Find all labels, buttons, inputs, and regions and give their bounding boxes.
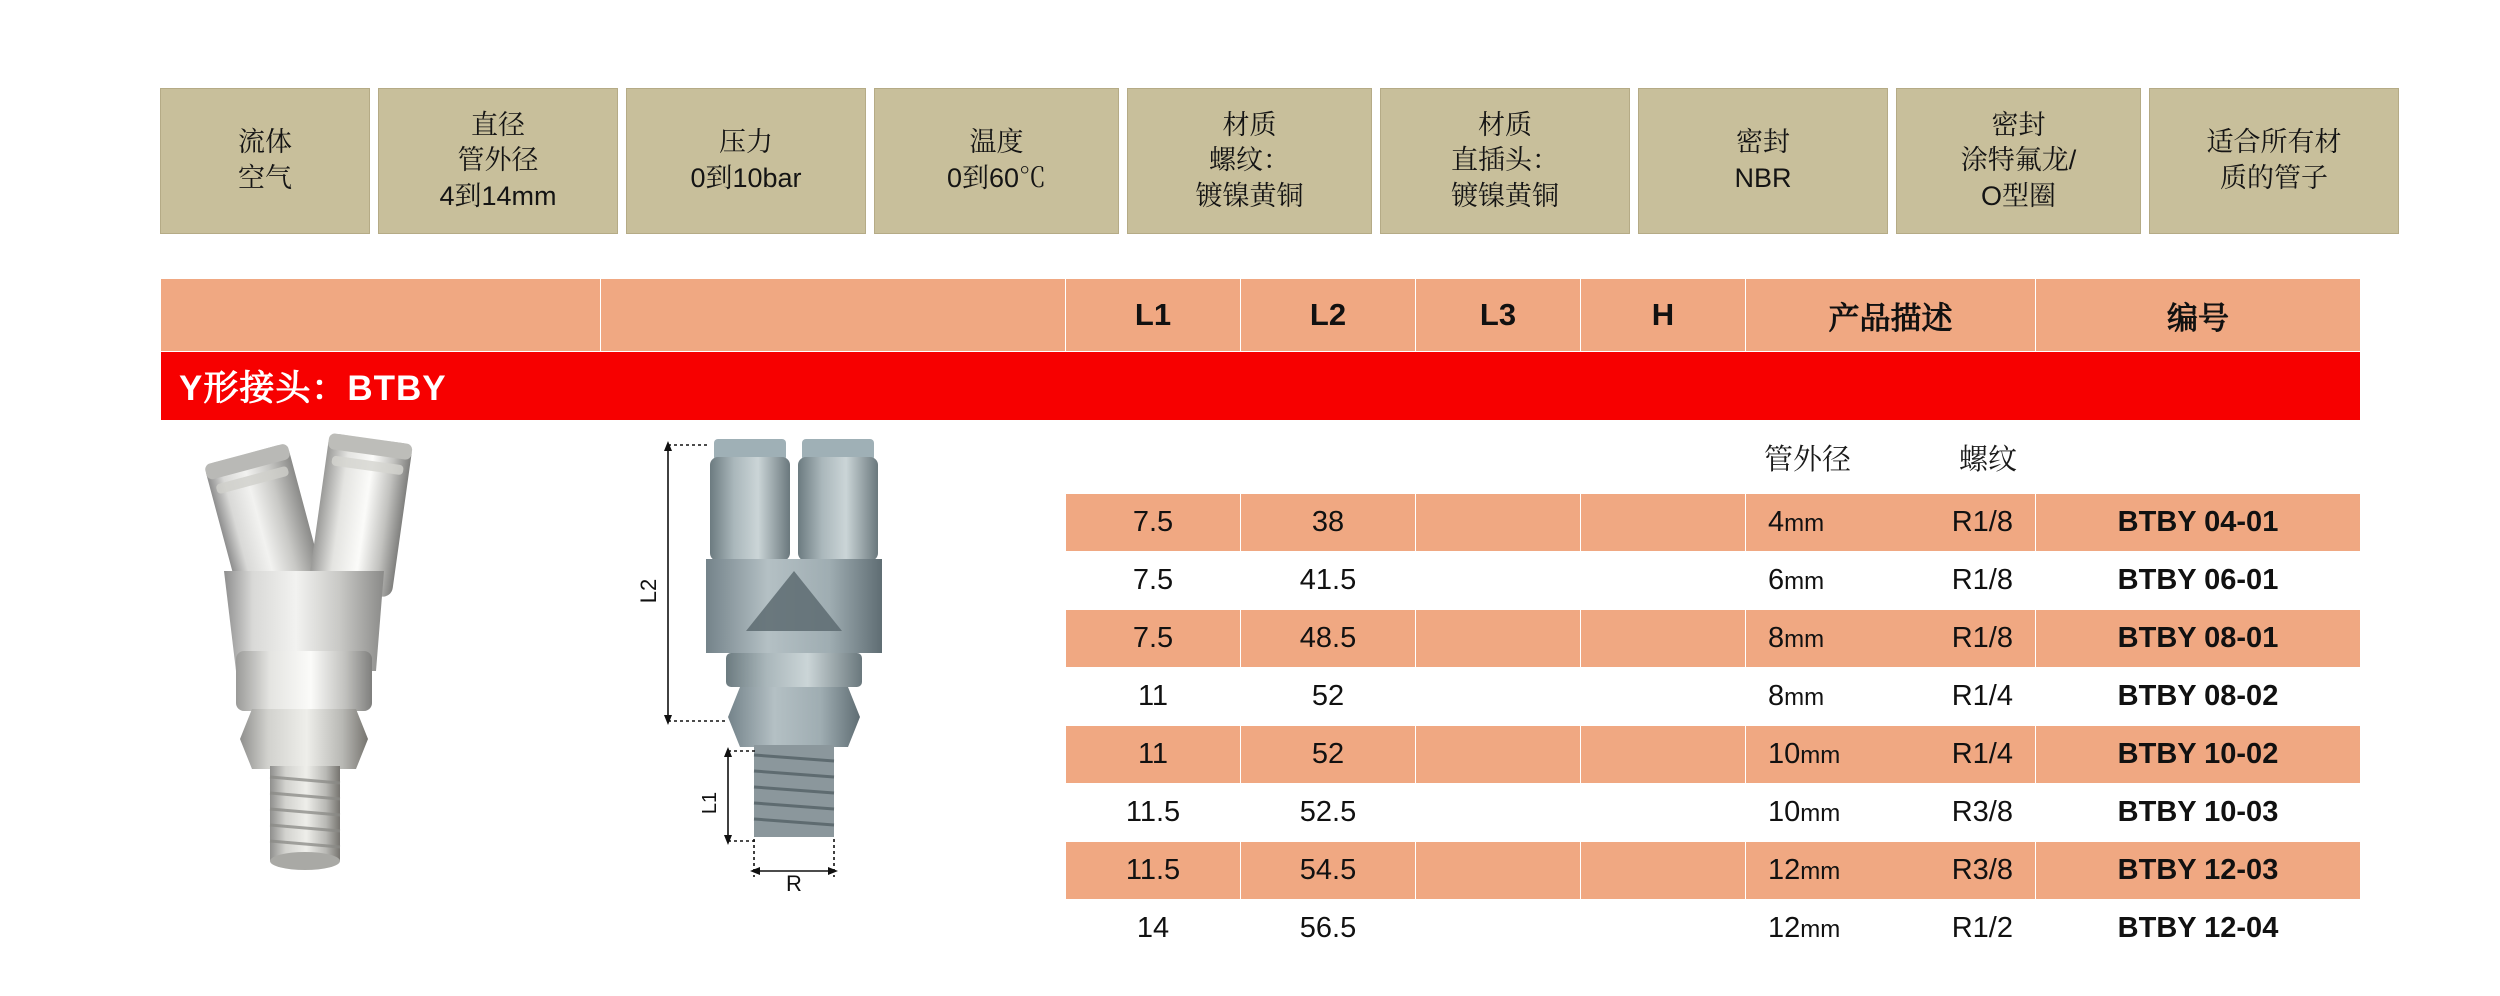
spec-line: 0到10bar: [690, 163, 802, 193]
cell-code: BTBY 08-02: [2036, 668, 2361, 726]
cell-h: [1581, 610, 1746, 668]
header-l1: L1: [1066, 279, 1241, 352]
subheader-tube-od: 管外径: [1764, 443, 1852, 476]
cell-l1: 11: [1066, 726, 1241, 784]
product-table: [160, 278, 2361, 958]
spec-line: 4到14mm: [439, 180, 557, 211]
spec-line: NBR: [1734, 163, 1792, 193]
cell-description: [1746, 784, 2036, 842]
cell-thread: R1/8: [1951, 506, 2013, 538]
cell-l3: [1416, 668, 1581, 726]
spec-cell-material-thread: [1127, 88, 1372, 234]
cell-tube-od: 8mm: [1768, 622, 1825, 654]
cell-l1: 11: [1066, 668, 1241, 726]
cell-tube-od: 4mm: [1768, 506, 1825, 538]
dim-label-l2: L2: [635, 578, 661, 604]
spec-line: 直径: [471, 109, 525, 140]
cell-code: BTBY 06-01: [2036, 552, 2361, 610]
cell-l2: 52: [1241, 726, 1416, 784]
header-photo-blank: [161, 279, 601, 352]
cell-tube-od: 8mm: [1768, 680, 1825, 712]
cell-l2: 52: [1241, 668, 1416, 726]
spec-line: 镀镍黄铜: [1451, 180, 1559, 211]
section-title-row: [161, 352, 2361, 421]
spec-line: 螺纹：: [1209, 145, 1290, 176]
spec-line: 0到60℃: [946, 163, 1047, 193]
cell-l3: [1416, 726, 1581, 784]
cell-l1: 11.5: [1066, 784, 1241, 842]
cell-l1: 11.5: [1066, 842, 1241, 900]
spec-line: 空气: [238, 163, 292, 193]
product-photo: [161, 421, 600, 957]
cell-l1: 7.5: [1066, 552, 1241, 610]
cell-code: BTBY 12-04: [2036, 900, 2361, 958]
subheader-description: [1746, 421, 2036, 494]
cell-description: [1746, 842, 2036, 900]
cell-code: BTBY 12-03: [2036, 842, 2361, 900]
subheader-l1-blank: [1066, 421, 1241, 494]
cell-l2: 48.5: [1241, 610, 1416, 668]
cell-l2: 41.5: [1241, 552, 1416, 610]
cell-thread: R1/4: [1951, 680, 2013, 712]
cell-tube-od: 10mm: [1768, 738, 1841, 770]
cell-code: BTBY 10-03: [2036, 784, 2361, 842]
cell-l3: [1416, 784, 1581, 842]
cell-l3: [1416, 494, 1581, 552]
section-title: Y形接头：BTBY: [179, 369, 447, 408]
spec-line: 适合所有材: [2206, 127, 2342, 158]
cell-l2: 38: [1241, 494, 1416, 552]
spec-line: 温度: [969, 127, 1024, 158]
cell-h: [1581, 784, 1746, 842]
spec-line: O型圈: [1980, 180, 2056, 211]
header-l2: L2: [1241, 279, 1416, 352]
header-description: 产品描述: [1746, 279, 2036, 352]
dim-label-l1: L1: [698, 791, 721, 815]
cell-h: [1581, 726, 1746, 784]
spec-cell-fluid: [160, 88, 370, 234]
spec-line: 质的管子: [2220, 163, 2328, 193]
cell-l1: 7.5: [1066, 610, 1241, 668]
spec-cell-material-plug: [1380, 88, 1630, 234]
cell-h: [1581, 668, 1746, 726]
cell-l3: [1416, 842, 1581, 900]
cell-thread: R1/8: [1951, 564, 2013, 596]
section-title-cell: [161, 352, 2361, 421]
dimension-drawing-cell: [601, 421, 1066, 958]
table-header-row: [161, 279, 2361, 352]
cell-code: BTBY 08-01: [2036, 610, 2361, 668]
dimension-drawing-svg: [606, 421, 1061, 941]
cell-thread: R3/8: [1951, 796, 2013, 828]
spec-line: 材质: [1222, 109, 1277, 140]
header-l3: L3: [1416, 279, 1581, 352]
cell-h: [1581, 552, 1746, 610]
cell-l3: [1416, 552, 1581, 610]
spec-cell-diameter: [378, 88, 618, 234]
cell-l3: [1416, 610, 1581, 668]
cell-description: [1746, 610, 2036, 668]
spec-line: 密封: [1991, 109, 2046, 140]
subheader-code-blank: [2036, 421, 2361, 494]
header-drawing-blank: [601, 279, 1066, 352]
product-photo-cell: [161, 421, 601, 958]
cell-thread: R1/4: [1951, 738, 2013, 770]
spec-cell-temperature: [874, 88, 1119, 234]
cell-code: BTBY 04-01: [2036, 494, 2361, 552]
cell-description: [1746, 726, 2036, 784]
header-code: 编号: [2036, 279, 2361, 352]
spec-cell-seal: [1638, 88, 1888, 234]
spec-line: 涂特氟龙/: [1960, 145, 2077, 176]
cell-tube-od: 12mm: [1768, 912, 1841, 944]
cell-thread: R1/2: [1951, 912, 2013, 944]
cell-description: [1746, 668, 2036, 726]
cell-l1: 14: [1066, 900, 1241, 958]
cell-l2: 56.5: [1241, 900, 1416, 958]
spec-line: 密封: [1736, 127, 1790, 158]
cell-description: [1746, 494, 2036, 552]
cell-l1: 7.5: [1066, 494, 1241, 552]
dim-label-r: R: [785, 871, 802, 896]
cell-tube-od: 12mm: [1768, 854, 1841, 886]
spec-cell-pressure: [626, 88, 866, 234]
subheader-l2-blank: [1241, 421, 1416, 494]
cell-description: [1746, 552, 2036, 610]
spec-line: 压力: [719, 127, 773, 158]
spec-line: 镀镍黄铜: [1195, 180, 1304, 211]
spec-cell-tube-compat: [2149, 88, 2399, 234]
specification-strip: [160, 88, 2399, 234]
spec-line: 直插头：: [1451, 145, 1559, 176]
header-h: H: [1581, 279, 1746, 352]
cell-description: [1746, 900, 2036, 958]
subheader-h-blank: [1581, 421, 1746, 494]
cell-l2: 52.5: [1241, 784, 1416, 842]
cell-l2: 54.5: [1241, 842, 1416, 900]
spec-line: 管外径: [457, 145, 539, 176]
cell-l3: [1416, 900, 1581, 958]
spec-line: 流体: [238, 127, 292, 158]
cell-code: BTBY 10-02: [2036, 726, 2361, 784]
cell-tube-od: 6mm: [1768, 564, 1825, 596]
cell-h: [1581, 900, 1746, 958]
spec-line: 材质: [1478, 109, 1532, 140]
table-subheader-row: [161, 421, 2361, 494]
cell-h: [1581, 494, 1746, 552]
product-photo-svg: [166, 421, 596, 941]
cell-thread: R1/8: [1951, 622, 2013, 654]
cell-tube-od: 10mm: [1768, 796, 1841, 828]
cell-h: [1581, 842, 1746, 900]
spec-cell-seal-coating: [1896, 88, 2141, 234]
cell-thread: R3/8: [1951, 854, 2013, 886]
dimension-drawing: [601, 421, 1065, 957]
subheader-l3-blank: [1416, 421, 1581, 494]
subheader-thread: 螺纹: [1958, 443, 2017, 476]
